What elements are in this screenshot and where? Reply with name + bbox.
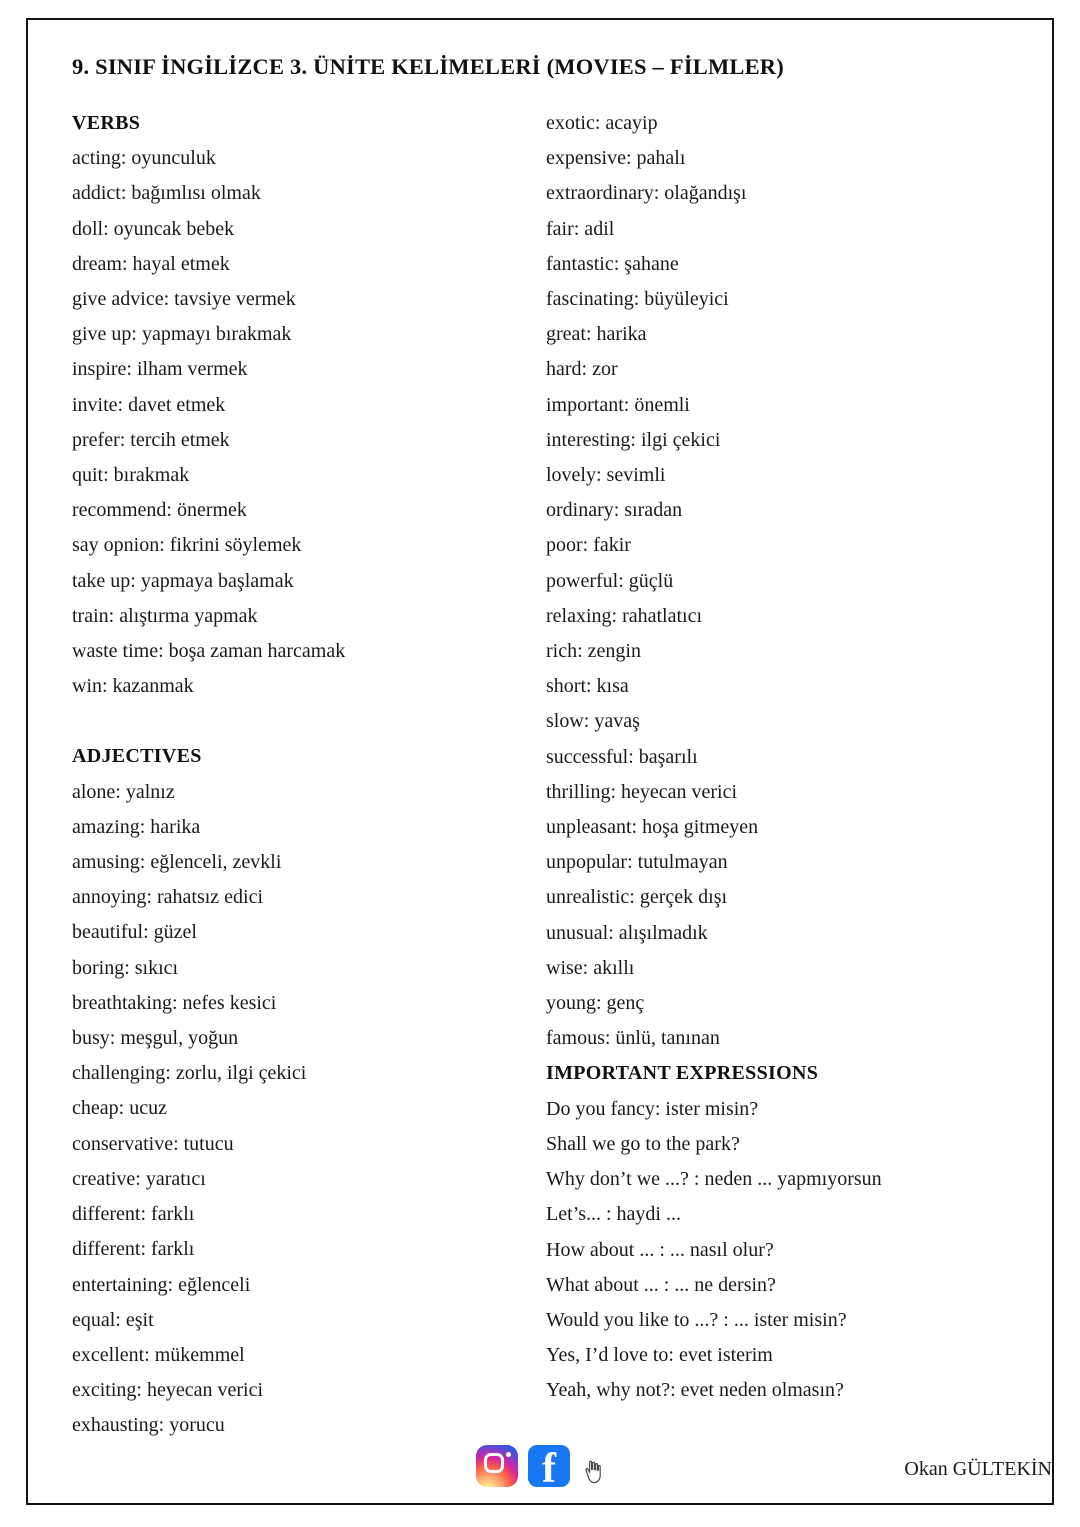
list-item: different: farklı: [72, 1238, 195, 1261]
list-item: successful: başarılı: [546, 745, 698, 768]
list-item: Would you like to ...? : ... ister misin?: [546, 1308, 847, 1331]
list-item: Why don’t we ...? : neden ... yapmıyorsun: [546, 1168, 882, 1191]
list-item: exhausting: yorucu: [72, 1414, 225, 1437]
list-item: Let’s... : haydi ...: [546, 1203, 681, 1226]
list-item: amazing: harika: [72, 815, 201, 838]
section-heading-verbs: VERBS: [72, 112, 141, 134]
social-links: [476, 1445, 604, 1487]
list-item: hard: zor: [546, 358, 618, 381]
list-item: Shall we go to the park?: [546, 1132, 740, 1155]
list-item: take up: yapmaya başlamak: [72, 569, 294, 592]
list-item: equal: eşit: [72, 1308, 154, 1331]
list-item: alone: yalnız: [72, 780, 175, 803]
list-item: dream: hayal etmek: [72, 252, 230, 275]
list-item: exotic: acayip: [546, 112, 658, 134]
list-item: prefer: tercih etmek: [72, 428, 230, 451]
list-item: addict: bağımlısı olmak: [72, 182, 261, 205]
list-item: challenging: zorlu, ilgi çekici: [72, 1062, 307, 1085]
content-columns: [72, 106, 1008, 1444]
list-item: important: önemli: [546, 393, 690, 416]
list-item: fantastic: şahane: [546, 252, 679, 275]
list-item: amusing: eğlenceli, zevkli: [72, 851, 282, 874]
list-item: breathtaking: nefes kesici: [72, 991, 277, 1014]
list-item: fair: adil: [546, 217, 615, 240]
list-item: expensive: pahalı: [546, 147, 686, 170]
list-item: famous: ünlü, tanınan: [546, 1027, 720, 1050]
list-item: conservative: tutucu: [72, 1132, 234, 1155]
list-item: slow: yavaş: [546, 710, 640, 733]
list-item: great: harika: [546, 323, 647, 346]
list-item: Do you fancy: ister misin?: [546, 1097, 759, 1120]
list-item: entertaining: eğlenceli: [72, 1273, 251, 1296]
list-item: creative: yaratıcı: [72, 1167, 206, 1190]
list-item: give advice: tavsiye vermek: [72, 288, 296, 311]
left-column: [72, 106, 540, 1444]
list-item: unrealistic: gerçek dışı: [546, 886, 728, 909]
list-item: wise: akıllı: [546, 956, 635, 979]
hand-cursor-icon: [580, 1458, 604, 1486]
list-item: poor: fakir: [546, 534, 631, 557]
list-item: inspire: ilham vermek: [72, 358, 248, 381]
list-item: say opnion: fikrini söylemek: [72, 534, 302, 557]
section-heading-important-expressions: IMPORTANT EXPRESSIONS: [546, 1062, 819, 1085]
list-item: waste time: boşa zaman harcamak: [72, 640, 346, 663]
list-item: fascinating: büyüleyici: [546, 288, 729, 311]
list-item: boring: sıkıcı: [72, 956, 179, 979]
list-item: unusual: alışılmadık: [546, 921, 708, 944]
list-item: extraordinary: olağandışı: [546, 182, 747, 205]
list-item: ordinary: sıradan: [546, 499, 683, 522]
list-item: annoying: rahatsız edici: [72, 886, 264, 909]
list-item: relaxing: rahatlatıcı: [546, 604, 703, 627]
list-item: exciting: heyecan verici: [72, 1379, 264, 1402]
list-item: Yeah, why not?: evet neden olmasın?: [546, 1379, 844, 1402]
list-item: lovely: sevimli: [546, 464, 666, 487]
section-heading-adjectives: ADJECTIVES: [72, 745, 202, 768]
list-item: What about ... : ... ne dersin?: [546, 1273, 776, 1296]
document-frame: [26, 18, 1054, 1505]
list-item: beautiful: güzel: [72, 921, 197, 944]
list-item: invite: davet etmek: [72, 393, 226, 416]
list-item: unpleasant: hoşa gitmeyen: [546, 816, 759, 839]
author-name: Okan GÜLTEKİN: [904, 1458, 1052, 1480]
list-item: short: kısa: [546, 675, 629, 698]
list-item: train: alıştırma yapmak: [72, 604, 258, 627]
list-item: busy: meşgul, yoğun: [72, 1027, 239, 1050]
list-item: Yes, I’d love to: evet isterim: [546, 1344, 773, 1367]
list-item: recommend: önermek: [72, 499, 247, 522]
list-item: excellent: mükemmel: [72, 1343, 245, 1366]
list-item: acting: oyunculuk: [72, 147, 216, 170]
list-item: young: genç: [546, 992, 645, 1015]
list-item: thrilling: heyecan verici: [546, 780, 738, 803]
list-item: rich: zengin: [546, 640, 641, 663]
footer: [28, 1433, 1052, 1489]
list-item: powerful: güçlü: [546, 569, 674, 592]
list-item: cheap: ucuz: [72, 1097, 167, 1120]
list-item: quit: bırakmak: [72, 464, 190, 487]
instagram-icon[interactable]: [476, 1445, 518, 1487]
facebook-letter: f: [542, 1446, 556, 1487]
list-item: unpopular: tutulmayan: [546, 851, 728, 874]
list-item: different: farklı: [72, 1203, 195, 1226]
page-title: 9. SINIF İNGİLİZCE 3. ÜNİTE KELİMELERİ (MOVIES – FİLMLER): [72, 54, 784, 79]
list-item: give up: yapmayı bırakmak: [72, 323, 292, 346]
list-item: doll: oyuncak bebek: [72, 217, 235, 240]
list-item: win: kazanmak: [72, 675, 194, 698]
section-spacer: [72, 704, 522, 739]
right-column: [540, 106, 1008, 1409]
list-item: interesting: ilgi çekici: [546, 428, 721, 451]
list-item: How about ... : ... nasıl olur?: [546, 1238, 774, 1261]
facebook-icon[interactable]: [528, 1445, 570, 1487]
